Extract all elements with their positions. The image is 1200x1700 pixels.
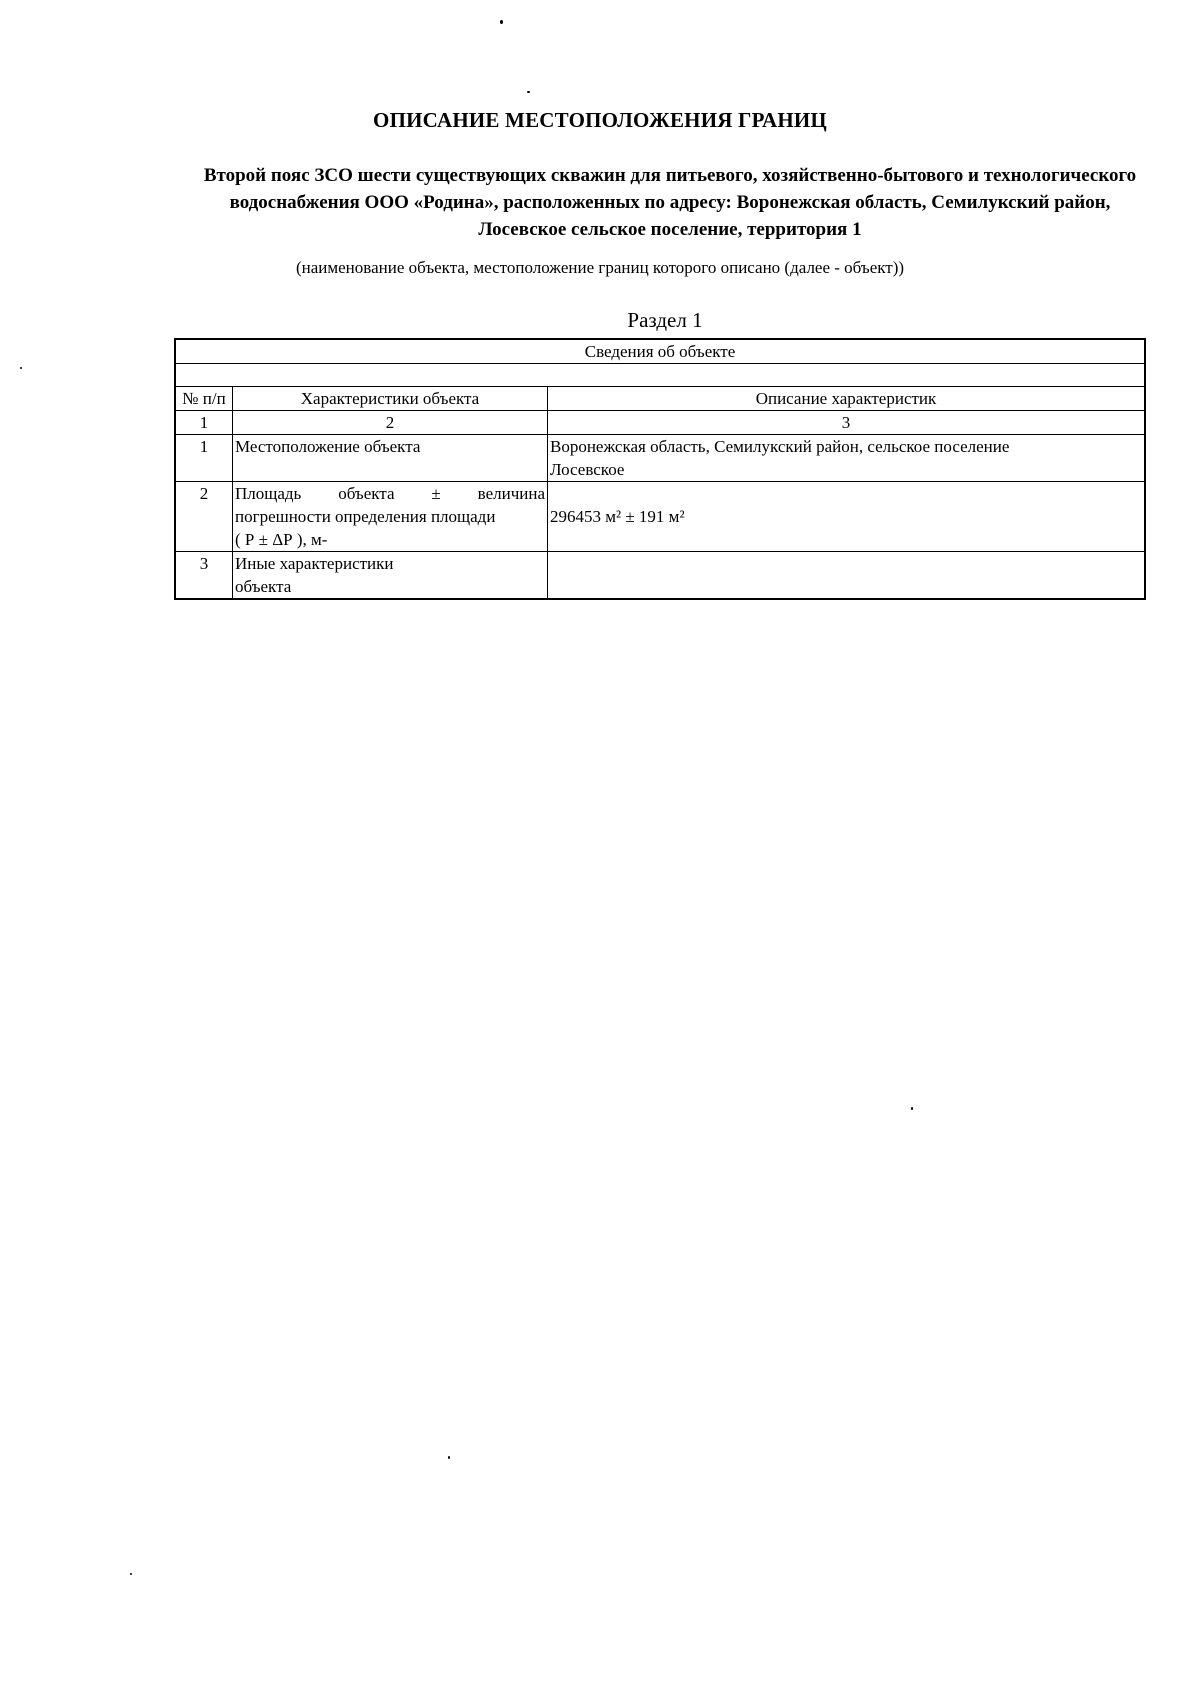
row-description-line: Лосевское	[550, 460, 625, 479]
table-header-row	[175, 339, 1145, 364]
row-characteristic-line: погрешности определения площади	[235, 507, 496, 526]
table-spacer-row	[175, 364, 1145, 387]
table-header: Сведения об объекте	[175, 339, 1145, 364]
row-characteristic-line: Площадь объекта ± величина	[235, 484, 545, 503]
table-spacer-cell	[175, 364, 1145, 387]
row-characteristic: Местоположение объекта	[233, 435, 548, 482]
scan-speck	[911, 1107, 913, 1110]
column-header-row	[175, 387, 1145, 411]
table-row	[175, 435, 1145, 482]
column-number-1: 1	[175, 411, 233, 435]
table-row	[175, 482, 1145, 552]
row-characteristic-line: Иные характеристики	[235, 554, 394, 573]
scan-speck	[130, 1573, 132, 1575]
column-number-3: 3	[548, 411, 1146, 435]
column-number-2: 2	[233, 411, 548, 435]
page-title: ОПИСАНИЕ МЕСТОПОЛОЖЕНИЯ ГРАНИЦ	[373, 108, 827, 132]
column-header-num: № п/п	[175, 387, 233, 411]
column-header-description: Описание характеристик	[548, 387, 1146, 411]
scan-speck	[527, 91, 530, 93]
table-row	[175, 552, 1145, 600]
section-label: Раздел 1	[627, 308, 703, 332]
scan-speck	[448, 1456, 450, 1459]
column-header-characteristic: Характеристики объекта	[233, 387, 548, 411]
scan-speck	[500, 20, 503, 24]
object-caption: (наименование объекта, местоположение границ которого описано (далее - объект))	[295, 258, 905, 277]
row-description	[548, 435, 1146, 482]
row-characteristic-line: ( Р ± ΔР ), м-	[235, 530, 328, 549]
row-num: 2	[175, 482, 233, 552]
row-description	[548, 552, 1146, 600]
row-description-line: Воронежская область, Семилукский район, сельское поселение	[550, 437, 1010, 456]
row-characteristic	[233, 552, 548, 600]
object-name: Второй пояс ЗСО шести существующих скважин для питьевого, хозяйственно-бытового и технологического водоснабжения ООО «Родина», расположенных по адресу: Воронежская область, Семилукский район, Лосевское сельское поселение, территория 1	[203, 165, 1137, 240]
row-characteristic-line: объекта	[235, 577, 292, 596]
object-info-table	[174, 338, 1146, 600]
row-num: 3	[175, 552, 233, 600]
scan-speck	[20, 367, 22, 369]
row-description: 296453 м² ± 191 м²	[548, 482, 1146, 552]
column-number-row	[175, 411, 1145, 435]
row-characteristic	[233, 482, 548, 552]
row-num: 1	[175, 435, 233, 482]
